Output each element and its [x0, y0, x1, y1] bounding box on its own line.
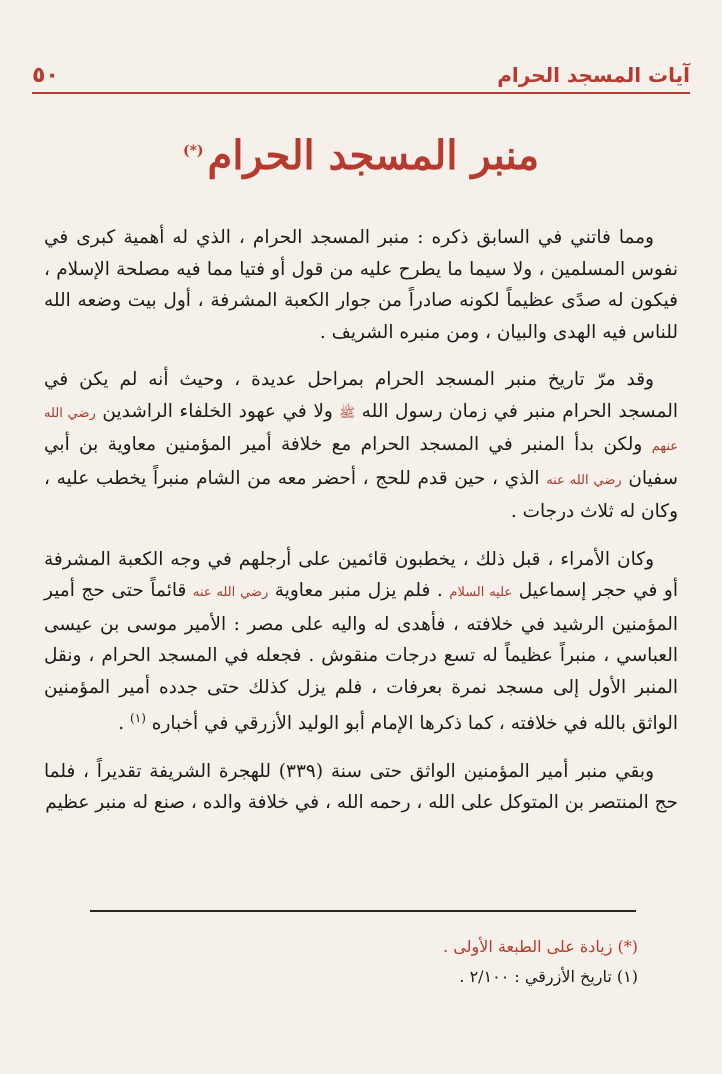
page-header: [32, 58, 690, 94]
honorific-muawiya-2: رضي الله عنه: [192, 585, 269, 600]
footnote-1: (١) تاريخ الأزرقي : ٢/١٠٠ .: [459, 967, 638, 986]
footnote-separator: [90, 910, 636, 912]
body-text: [44, 222, 678, 835]
paragraph-1: ومما فاتني في السابق ذكره : منبر المسجد الحرام ، الذي له أهمية كبرى في نفوس المسلمين ، ولا سيما ما يطرح عليه من قول أو فتيا مما فيه مصلحة الإسلام ، فيكون له صدًى عظيماً لكونه صادراً من جوار الكعبة المشرفة ، أول بيت وضعه الله للناس فيه الهدى والبيان ، ومن منبره الشريف .: [44, 227, 678, 343]
honorific-ismail: عليه السلام: [449, 585, 513, 600]
running-title: آيات المسجد الحرام: [497, 63, 690, 87]
chapter-title: [0, 132, 722, 179]
footnote-star: (*) زيادة على الطبعة الأولى .: [443, 937, 638, 956]
chapter-title-text: منبر المسجد الحرام: [207, 132, 540, 179]
honorific-companions: رضي الله عنهم: [44, 405, 679, 454]
footnote-reference: (١): [130, 711, 146, 725]
footnotes: [44, 932, 638, 992]
chapter-note-mark: (*): [182, 142, 204, 159]
paragraph-3: وكان الأمراء ، قبل ذلك ، يخطبون قائمين على أرجلهم في وجه الكعبة المشرفة أو في حجر إسماعيل عليه السلام . فلم يزل منبر معاوية رضي الله عنه قائماً حتى حج أمير المؤمنين الرشيد في خلافته ، فأهدى له واليه على مصر : الأمير موسى بن عيسى العباسي ، منبراً عظيماً له تسع درجات منقوش . فجعله في المسجد الحرام ، ونقل المنبر الأول إلى مسجد نمرة بعرفات ، فلم يزل كذلك حتى جدده أمير المؤمنين الواثق بالله في خلافته ، كما ذكرها الإمام أبو الوليد الأزرقي في أخباره $^{(١)}$ .: [44, 548, 678, 735]
paragraph-4: وبقي منبر أمير المؤمنين الواثق حتى سنة (٣٣٩) للهجرة الشريفة تقديراً ، فلما حج المنتصر بن المتوكل على الله ، رحمه الله ، في خلافة والده ، صنع له منبر عظيم: [44, 760, 678, 814]
paragraph-2: وقد مرّ تاريخ منبر المسجد الحرام بمراحل عديدة ، وحيث أنه لم يكن في المسجد الحرام منبر في زمان رسول الله ﷺ ولا في عهود الخلفاء الراشدين رضي الله عنهم ولكن بدأ المنبر في المسجد الحرام مع خلافة أمير المؤمنين معاوية بن أبي سفيان رضي الله عنه الذي ، حين قدم للحج ، أحضر معه من الشام منبراً يخطب عليه ، وكان له ثلاث درجات .: [44, 369, 679, 522]
honorific-muawiya: رضي الله عنه: [546, 472, 622, 488]
page-number: ٥٠: [32, 62, 59, 88]
honorific-prophet: ﷺ: [339, 405, 356, 421]
